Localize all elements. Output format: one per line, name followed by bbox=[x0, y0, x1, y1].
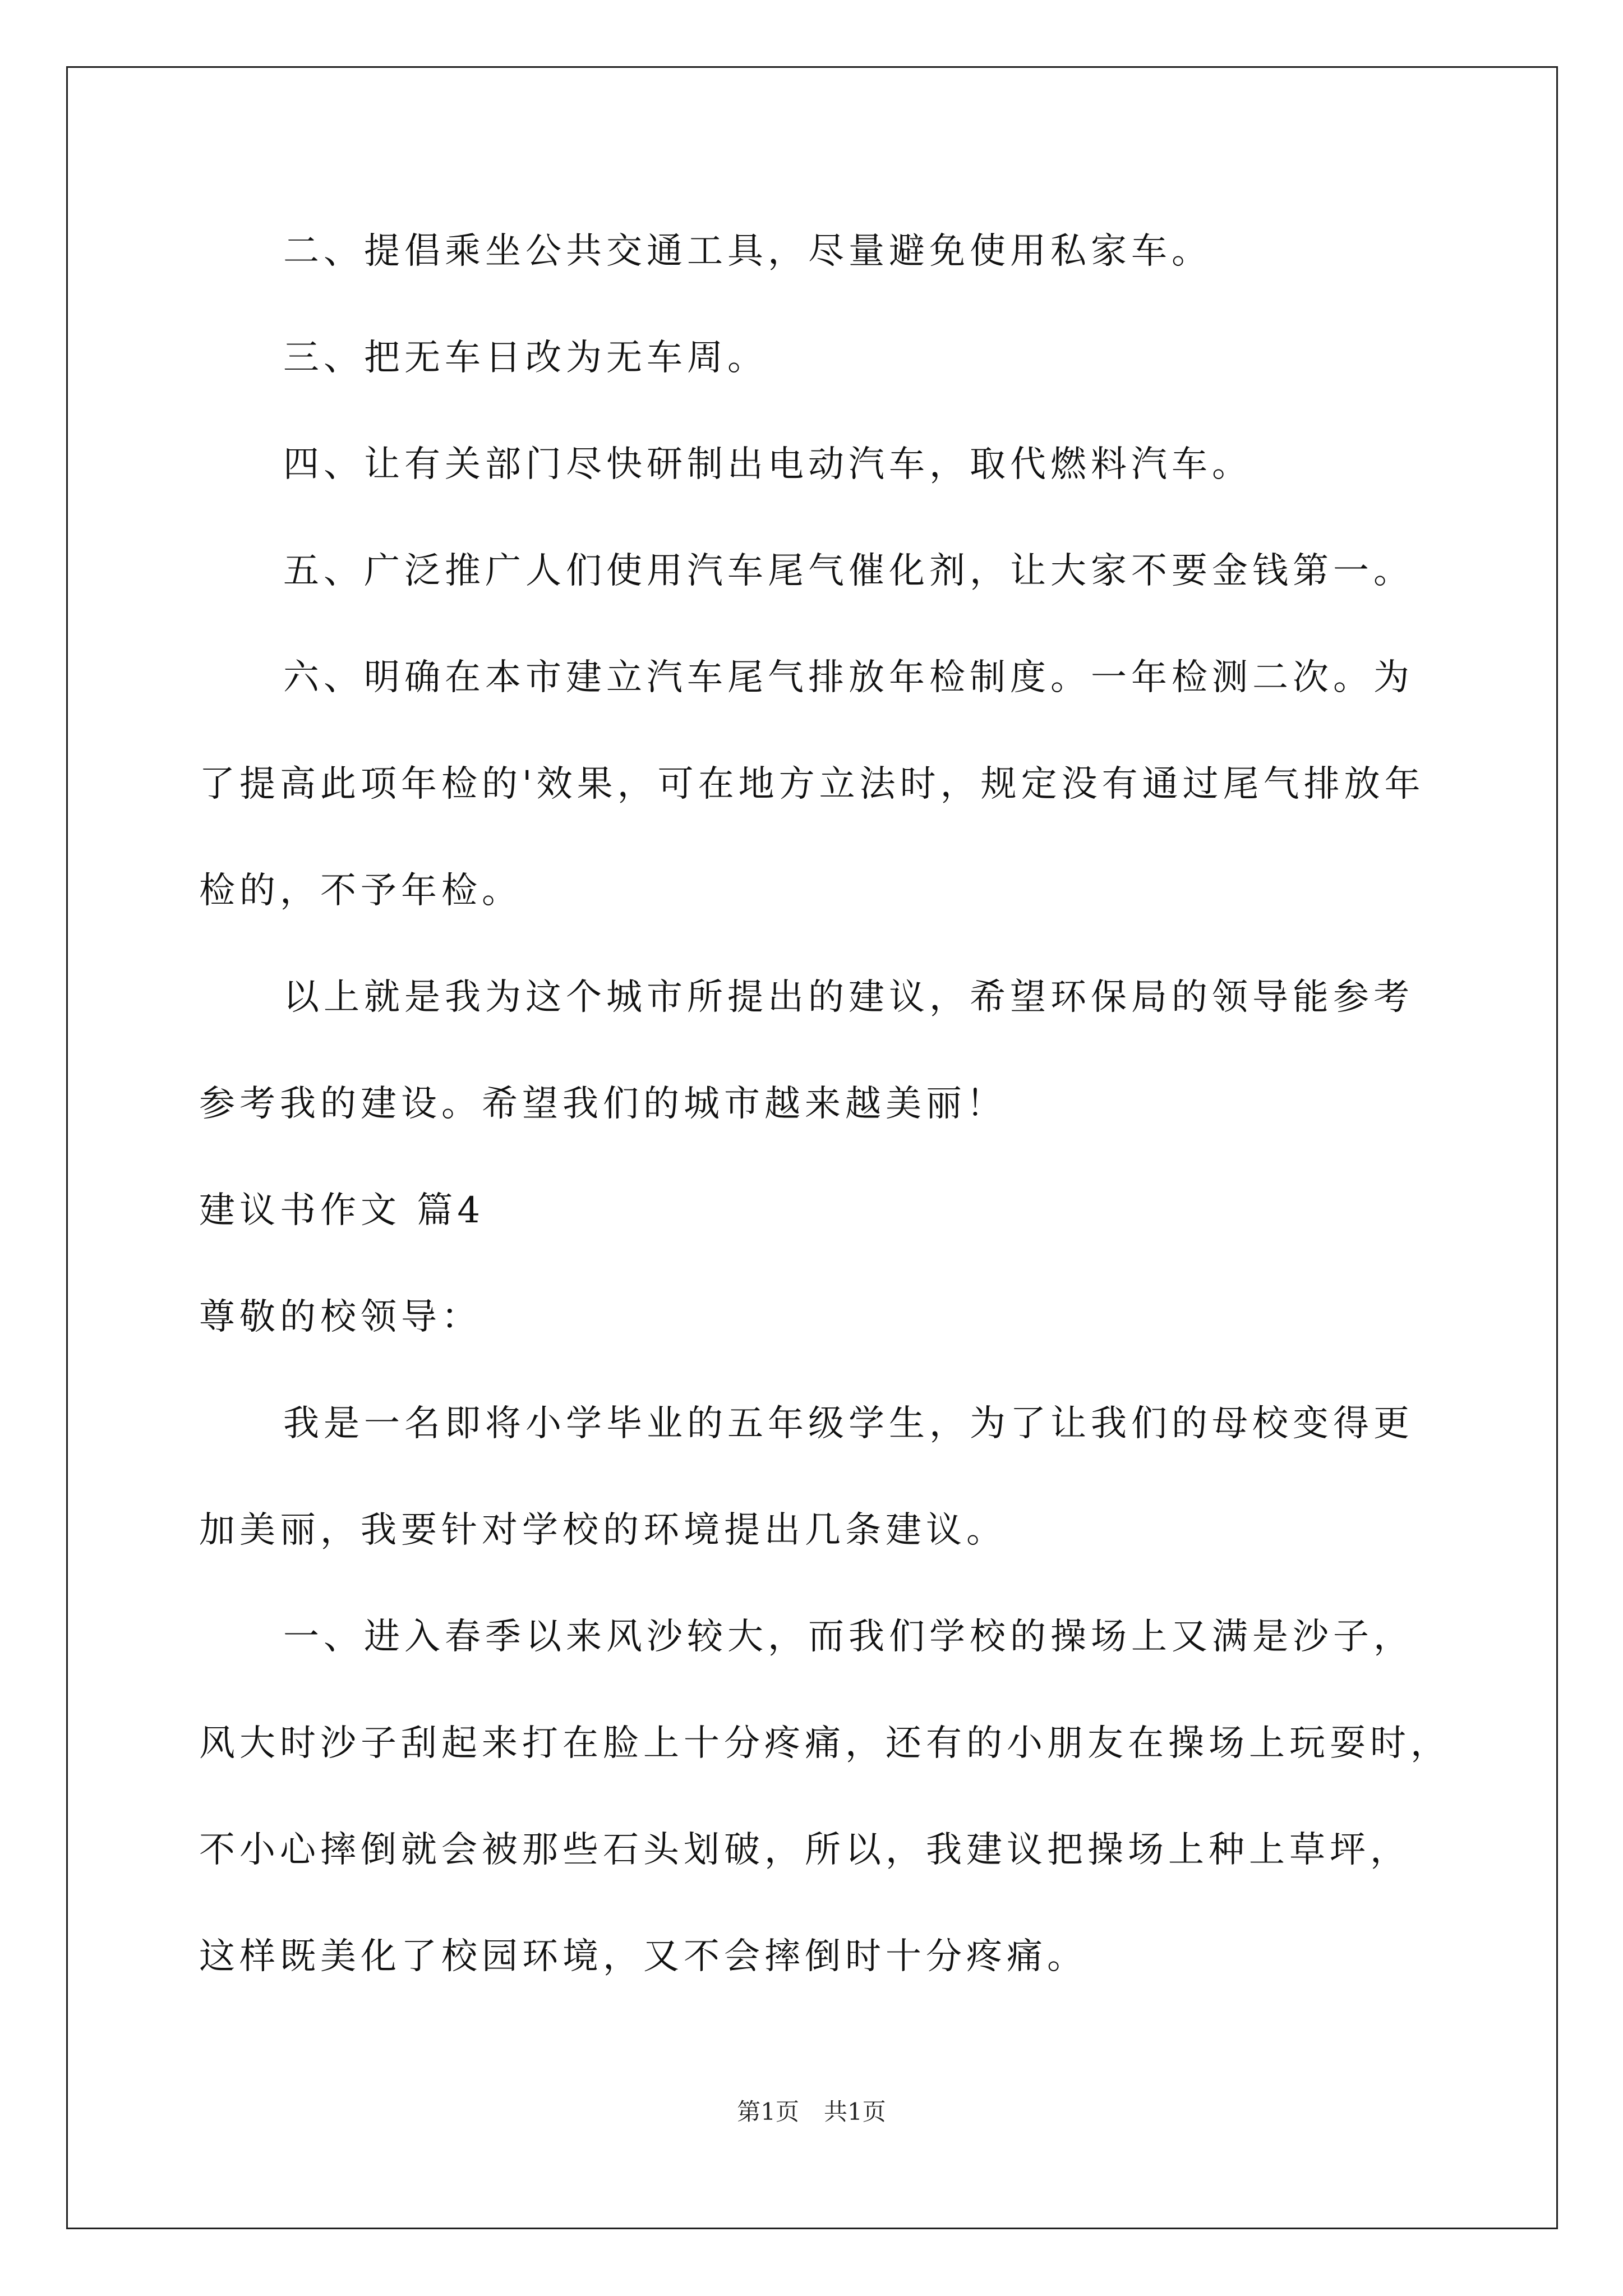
paragraph-line: 以上就是我为这个城市所提出的建议，希望环保局的领导能参考 bbox=[283, 977, 1414, 1018]
paragraph-line: 我是一名即将小学毕业的五年级学生，为了让我们的母校变得更 bbox=[283, 1403, 1414, 1444]
page-footer bbox=[0, 2097, 1623, 2127]
page-total: 共1页 bbox=[824, 2098, 886, 2125]
paragraph-line: 加美丽，我要针对学校的环境提出几条建议。 bbox=[199, 1510, 1007, 1551]
paragraph-line: 四、让有关部门尽快研制出电动汽车，取代燃料汽车。 bbox=[283, 444, 1252, 485]
paragraph-line: 六、明确在本市建立汽车尾气排放年检制度。一年检测二次。为 bbox=[283, 657, 1414, 698]
section-heading: 建议书作文 篇4 bbox=[199, 1190, 485, 1231]
paragraph-line: 不小心摔倒就会被那些石头划破，所以，我建议把操场上种上草坪， bbox=[199, 1829, 1410, 1871]
paragraph-line: 了提高此项年检的'效果，可在地方立法时，规定没有通过尾气排放年 bbox=[199, 763, 1425, 805]
page-border bbox=[66, 66, 1558, 2229]
paragraph-line: 一、进入春季以来风沙较大，而我们学校的操场上又满是沙子， bbox=[283, 1616, 1414, 1658]
paragraph-line: 这样既美化了校园环境，又不会摔倒时十分疼痛。 bbox=[199, 1936, 1087, 1977]
paragraph-line: 风大时沙子刮起来打在脸上十分疼痛，还有的小朋友在操场上玩耍时， bbox=[199, 1723, 1451, 1764]
paragraph-line: 参考我的建设。希望我们的城市越来越美丽！ bbox=[199, 1083, 1007, 1125]
paragraph-line: 二、提倡乘坐公共交通工具，尽量避免使用私家车。 bbox=[283, 231, 1212, 272]
paragraph-line: 五、广泛推广人们使用汽车尾气催化剂，让大家不要金钱第一。 bbox=[283, 550, 1414, 592]
paragraph-line: 三、把无车日改为无车周。 bbox=[283, 337, 768, 379]
page-number: 第1页 bbox=[737, 2098, 799, 2125]
paragraph-line: 检的，不予年检。 bbox=[199, 870, 522, 912]
salutation: 尊敬的校领导： bbox=[199, 1296, 482, 1338]
